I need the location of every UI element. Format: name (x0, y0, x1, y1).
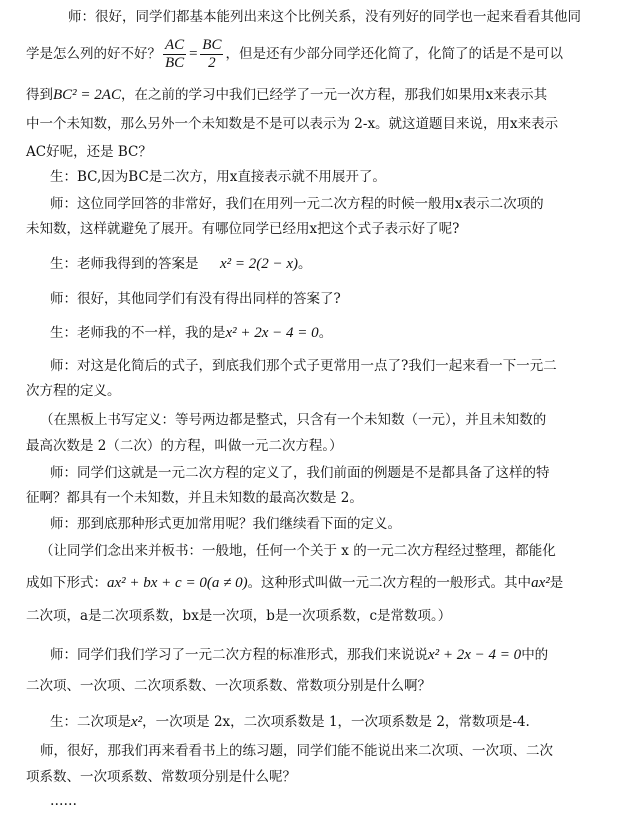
math-equation: x² = 2(2 − x) (219, 256, 299, 272)
paragraph-line-21 (26, 606, 451, 626)
paragraph-line-1 (68, 7, 581, 27)
paragraph-line-19 (40, 541, 556, 561)
text: 二次项、一次项、二次项系数、一次项系数、常数项分别是什么啊？ (26, 678, 431, 694)
text: ，在之前的学习中我们已经学了一元一次方程，那我们如果用x来表示其 (120, 87, 548, 103)
text: 师：同学们这就是一元二次方程的定义了，我们前面的例题是不是都具备了这样的特 (50, 465, 550, 481)
text: ，一次项是 2x，二次项系数是 1，一次项系数是 2，常数项是-4. (142, 714, 530, 730)
fraction-denominator: 2 (208, 55, 216, 71)
math-ax-squared: ax² (531, 575, 550, 591)
paragraph-line-11 (50, 323, 332, 343)
text: 师：对这是化简后的式子，到底我们那个式子更常用一点了?我们一起来看一下一元二 (50, 358, 557, 374)
text: 。 (298, 256, 312, 272)
fraction-ac-bc (163, 37, 186, 72)
paragraph-line-16 (50, 463, 550, 483)
text: AC好呢，还是 BC？ (26, 144, 152, 160)
paragraph-line-4 (26, 114, 558, 134)
fraction-numerator: BC (202, 37, 222, 53)
text: 师：那到底那种形式更加常用呢？我们继续看下面的定义。 (50, 516, 401, 532)
text: 生：二次项是 (50, 714, 131, 730)
text: 。这种形式叫做一元二次方程的一般形式。其中 (247, 575, 532, 591)
paragraph-line-24 (50, 712, 530, 732)
fraction-numerator: AC (165, 37, 185, 53)
text: 得到 (26, 87, 53, 103)
paragraph-line-5 (26, 142, 152, 162)
paragraph-line-13 (26, 381, 121, 401)
text: ，但是还有少部分同学还化简了，化简了的话是不是可以 (225, 46, 563, 62)
paragraph-line-25 (40, 741, 553, 761)
paragraph-line-8 (26, 219, 459, 239)
text: 师：这位同学回答的非常好，我们在用列一元二次方程的时候一般用x表示二次项的 (50, 196, 544, 212)
text: 师：同学们我们学习了一元二次方程的标准形式，那我们来说说 (50, 647, 428, 663)
paragraph-line-20 (26, 573, 563, 593)
fraction-denominator: BC (165, 55, 185, 71)
math-equation: x² + 2x − 4 = 0 (225, 325, 319, 341)
text: 是 (549, 575, 564, 591)
equals-sign: = (188, 46, 199, 62)
text: 。 (318, 325, 333, 341)
text: 中的 (521, 647, 549, 663)
text: 次方程的定义。 (26, 383, 121, 399)
text: 项系数、一次项系数、常数项分别是什么呢？ (26, 769, 296, 785)
paragraph-line-12 (50, 356, 557, 376)
paragraph-line-17 (26, 488, 363, 508)
paragraph-line-2 (26, 34, 563, 74)
paragraph-line-10 (50, 289, 341, 309)
text: 征啊？都具有一个未知数，并且未知数的最高次数是 2。 (26, 490, 363, 506)
fraction-bc-2 (200, 37, 223, 72)
math-equation: x² + 2x − 4 = 0 (428, 647, 522, 663)
text: 成如下形式： (26, 575, 107, 591)
paragraph-line-22 (50, 645, 548, 665)
text: 二次项，a是二次项系数，bx是一次项，b是一次项系数，c是常数项。） (26, 608, 452, 624)
paragraph-line-9 (50, 254, 312, 274)
paragraph-line-26 (26, 767, 296, 787)
text: 中一个未知数，那么另外一个未知数是不是可以表示为 2-x。就这道题目来说，用x来表示 (26, 116, 559, 132)
text: 生：BC,因为BC是二次方，用x直接表示就不用展开了。 (50, 169, 386, 185)
text: 师：很好，同学们都基本能列出来这个比例关系，没有列好的同学也一起来看看其他同 (68, 9, 581, 25)
paragraph-line-23 (26, 676, 431, 696)
text: 生：老师我得到的答案是 (50, 256, 199, 272)
text: 生：老师我的不一样，我的是 (50, 325, 226, 341)
math-x-squared: x² (131, 714, 143, 730)
text: 最高次数是 2（二次）的方程，叫做一元二次方程。） (26, 438, 343, 454)
math-bc-squared: BC² = 2AC (53, 87, 121, 103)
text: 学是怎么列的好不好？ (26, 46, 161, 62)
paragraph-line-7 (50, 194, 544, 214)
text: …… (50, 793, 77, 809)
paragraph-line-3 (26, 85, 547, 105)
text: （让同学们念出来并板书：一般地，任何一个关于 x 的一元二次方程经过整理，都能化 (40, 543, 556, 559)
text: 师，很好，那我们再来看看书上的练习题，同学们能不能说出来二次项、一次项、二次 (40, 743, 553, 759)
paragraph-line-15 (26, 436, 343, 456)
paragraph-line-18 (50, 514, 401, 534)
paragraph-line-14 (40, 410, 546, 430)
math-general-form: ax² + bx + c = 0(a ≠ 0) (107, 575, 248, 591)
text: 未知数，这样就避免了展开。有哪位同学已经用x把这个式子表示好了呢? (26, 221, 460, 237)
text: （在黑板上书写定义：等号两边都是整式，只含有一个未知数（一元），并且未知数的 (40, 412, 547, 428)
text: 师：很好，其他同学们有没有得出同样的答案了? (50, 291, 341, 307)
paragraph-line-6 (50, 167, 386, 187)
ellipsis (50, 791, 77, 811)
